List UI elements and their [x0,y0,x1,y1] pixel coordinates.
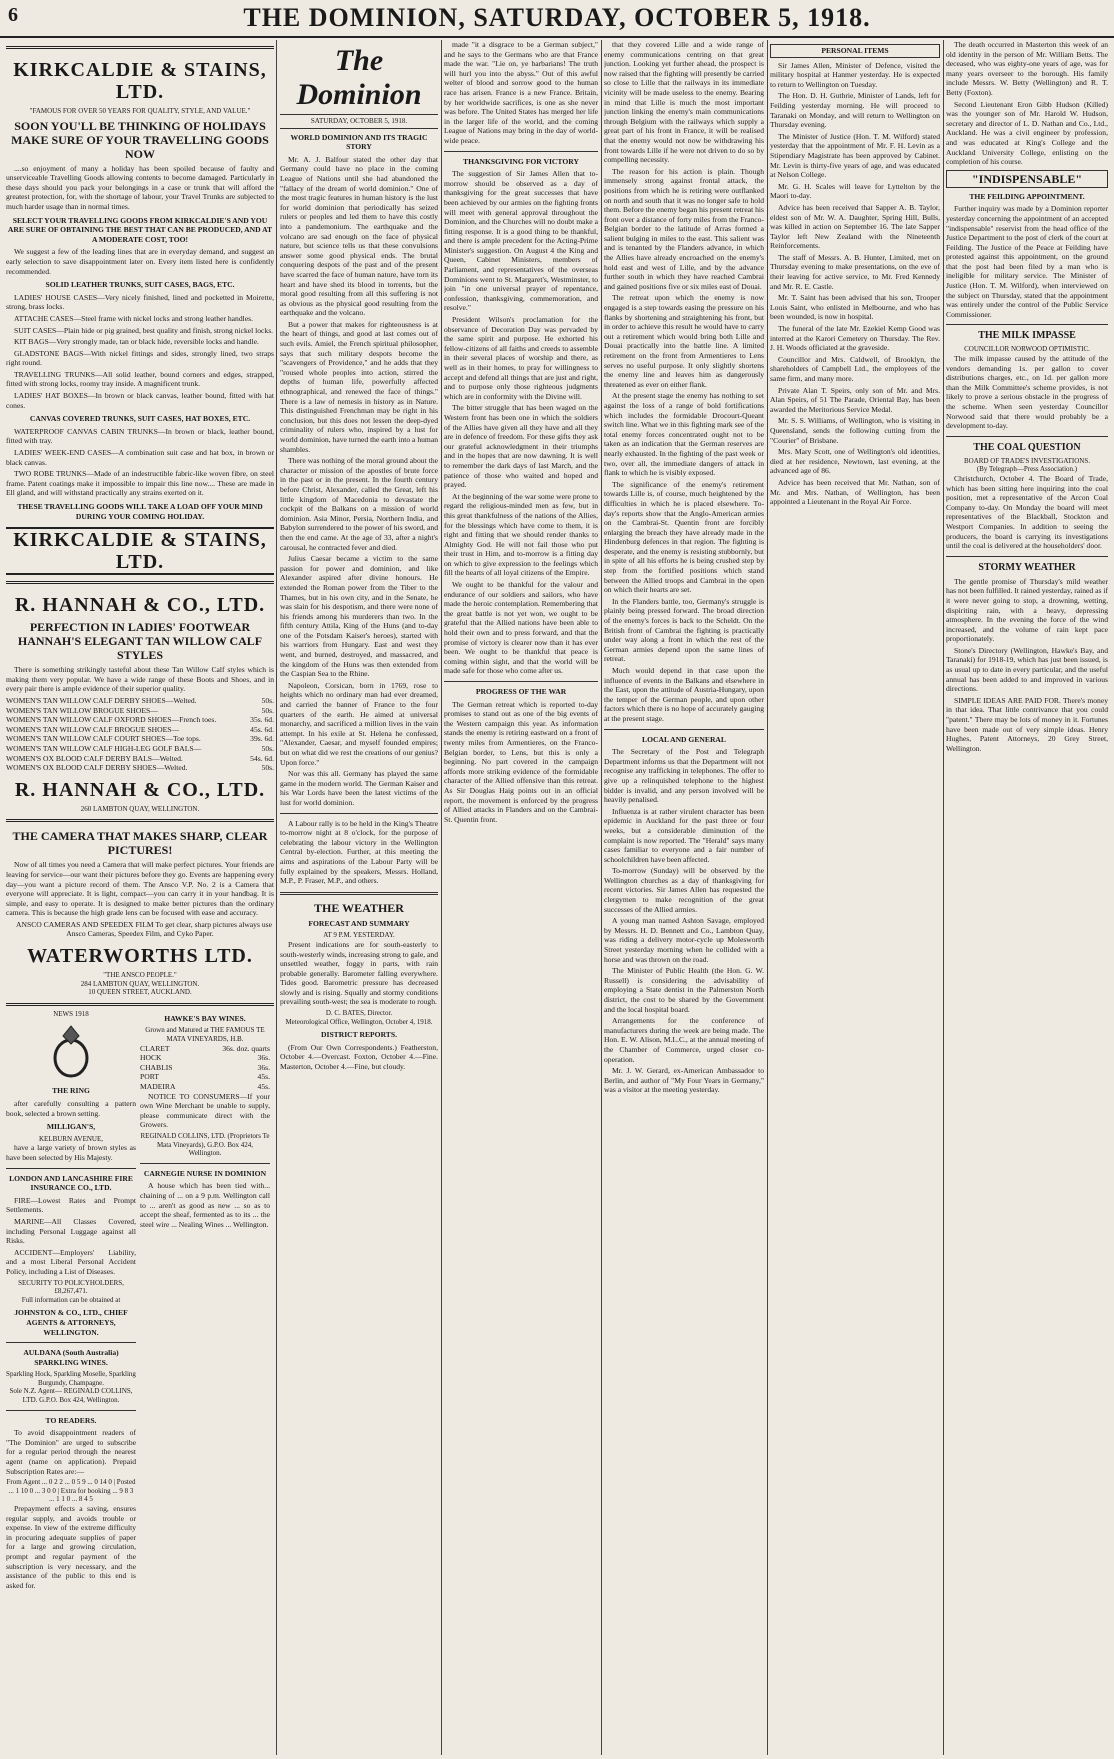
milk-subheading: COUNCILLOR NORWOOD OPTIMISTIC. [964,345,1090,354]
lower-ads-left [6,1010,136,1593]
lower-ads-right [140,1010,270,1231]
price-row: WOMEN'S TAN WILLOW BROGUE SHOES— 50s. [6,705,274,715]
column-rule [441,40,442,1755]
local-paragraph: A young man named Ashton Savage, employed by Messrs. H. D. Bennett and Co., Lambton Quay, was riding a delivery motor-cycle up Molesworth Street yesterday morning when he collided with a horse and was thrown on the road. [604,916,764,964]
editorial-column [280,40,438,1755]
camera-body: Now of all times you need a Camera that will make perfect pictures. Your friends are leaving for service—our want their pictures before they go. Events are happening every day—you want a picture record of them. The Ansco V.P. No. 2 is a Camera that everyone will appreciate. It is light, compact—you can carry it in your handbag. It is simple, and easy to operate. It is designed to make better pictures than the ordinary camera. This is because the high grade lens can be focused with ease and accuracy. [6,860,274,918]
hannah-address: 260 LAMBTON QUAY, WELLINGTON. [80,804,200,813]
readers-note: Prepayment effects a saving, ensures regular supply, and avoids trouble or expense. In view of the extreme difficulty in procuring adequate supplies of paper for a large and growing circulation, prompt and regular payment of the subscription is very necessary, and the assistance of the public to this end is asked for. [6,1504,136,1590]
london-fire: FIRE—Lowest Rates and Prompt Settlements. [6,1195,136,1215]
divider [444,151,598,152]
personal-paragraph: Advice has been received that Mr. Nathan, son of Mr. and Mrs. Nathan, of Wellington, has been appointed a Lieutenant in the Royal Air Force. [770,477,940,507]
weather-time: AT 9 P.M. YESTERDAY. [323,931,395,940]
personal-paragraph: The Minister of Justice (Hon. T. M. Wilford) stated yesterday that the appointment of Mr. F. H. Levin as a Stipendiary Magistrate has been approved by Cabinet. Mr. Levin is thirty-five years of age, and was educated at Nelson College. [770,131,940,180]
auldana-agent: Sole N.Z. Agent— REGINALD COLLINS, LTD. G.P.O. Box 424, Wellington. [9,1387,133,1405]
personal-paragraph: Mr. G. H. Scales will leave for Lyttelton by the Maori to-day. [770,181,940,201]
editorial-paragraph: Julius Caesar became a victim to the same passion for power and dominion, and like Alexander aspired after divine honours. He extended the Roman power from the Tiber to the Thames, but in his own city, and in the Senate, he was slain for his despotism, and there were none of his friends among his murderers than two. In the fifth century Attila, King of the Huns (and to-day one of the Potsdam Kaiser's heroes), started with his warriors from Hungary. East and west they went, and burned, destroyed, and massacred, and the kingdom of the Huns was then extended from the Caspian Sea to the Rhine. [280,554,438,679]
divider [140,1163,270,1164]
editorial-paragraph: Nor was this all. Germany has played the same game in the modern world. The German Kaiser and his War Lords have been the latest victims of the lust for world dominion. [280,769,438,807]
milligans-address: KELBURN AVENUE, [38,1134,104,1143]
milk-heading: THE MILK IMPASSE [978,330,1076,342]
readers-heading: TO READERS. [45,1415,97,1425]
thanksgiving-paragraph: The bitter struggle that has been waged on the Western front has been one in which the soldiers of the Allies have given all they have and all they are in defence of freedom. For these gifts they ask our grateful acknowledgment in their triumphs and in the hopes that are now dawning. It is well to remember the dark days of last March, and the patience of those who waited and hoped and prayed. [444,403,598,490]
milk-body: The milk impasse caused by the attitude of the vendors demanding 1s. per gallon to cover distributions charges, etc., on 1d. per gallon more than the Milk Committee's scheme provides, is not likely to prove a serious obstacle in the progress of the scheme. When seen yesterday Councillor Norwood said that there would probably be a development to-day. [946,354,1108,431]
kirkcaldie-item: TRAVELLING TRUNKS—All solid leather, bound corners and edges, strapped, fitted with strong locks, roomy tray inside. A magnificent trunk. [6,369,274,389]
london-info: Full information can be obtained at [21,1295,121,1304]
auldana-items: Sparkling Hock, Sparkling Moselle, Sparkling Burgundy, Champagne. [6,1370,136,1387]
kirkcaldie-item: LADIES' HOUSE CASES—Very nicely finished, lined and pocketted in Moirette, strong, brass locks. [6,292,274,312]
masthead-title: THE DOMINION, SATURDAY, OCTOBER 5, 1918. [243,3,871,32]
kirkcaldie-item: GLADSTONE BAGS—With nickel fittings and sides, strongly lined, two straps right round. [6,348,274,368]
carnegie-heading: CARNEGIE NURSE IN DOMINION [143,1168,267,1178]
london-heading: LONDON AND LANCASHIRE FIRE INSURANCE CO., LTD. [9,1173,133,1193]
kirkcaldie-intro: ....so enjoyment of many a holiday has been spoiled because of faulty and unserviceable Travelling Goods allowing contents to become damaged. Particularly in these days should you pack your belongings in a case or trunk that will afford the greatest protection, for, with the shortage of labour, your Travel Trunks are subjected to much harder usage than in normal times. [6,163,274,211]
price-row: WOMEN'S OX BLOOD CALF DERBY BALS—Welted. 54s. 6d. [6,753,274,763]
hawkes-sub: Grown and Matured at THE FAMOUS TE MATA VINEYARDS, H.B. [145,1026,265,1044]
kirkcaldie-footer: THESE TRAVELLING GOODS WILL TAKE A LOAD OFF YOUR MIND DURING YOUR COMING HOLIDAY. [17,502,263,521]
editorial-paragraph: But a power that makes for righteousness is at the heart of things, and good at last comes out of such evils. Amiel, the French spiritual philosopher, says that such military despots become the "scavengers of Providence," and he adds that they "roused whole peoples into action, stirred the depths of human life, powerfully affected ethnographical, and renewed the face of things." There is a law of nemesis in history as in Nature. This distinguished Frenchman may be right in his conclusion, but this does not lessen the deep-dyed criminality of rulers who, inspired by a lust for world dominion, have turned the earth into a human shambles. [280,319,438,454]
camera-ad [6,819,274,997]
hawkes-price-list [140,1044,270,1092]
ring-title: THE RING [52,1086,90,1096]
personal-paragraph: Private Alan T. Speirs, only son of Mr. and Mrs. Alan Speirs, of 51 The Parade, Oriental Bay, has been awarded the Meritorious Service Medal. [770,385,940,414]
coal-body: Christchurch, October 4. The Board of Trade, which has been sitting here inquiring into the coal position, met a representative of the Arcon Coal Company to-day. On Monday the board will meet representatives of the Blackball, Stockton and Westport Companies. In addition to seeing the producers, the board is carrying its investigations until the coal is delivered at the householders' door. [946,473,1108,551]
milligans-body: have a large variety of brown styles as have been selected by His Majesty. [6,1143,136,1162]
kirkcaldie-canvas-heading: CANVAS COVERED TRUNKS, SUIT CASES, HAT BOXES, ETC. [29,414,251,424]
carnegie-body: A house which has been tied with... chaining of ... on a 9 p.m. Wellington call to ... aren't as good as new ... so as to accept the sheaf, fermented as to its ... the steel wire ... Nealing Wines ... Wellington. [140,1181,270,1229]
kirkcaldie-heading: KIRKCALDIE & STAINS, LTD. [13,59,267,103]
london-marine: MARINE—All Classes Covered, including Personal Luggage against all Risks. [6,1216,136,1246]
kirkcaldie-solid-heading: SOLID LEATHER TRUNKS, SUIT CASES, BAGS, ETC. [45,280,235,290]
weather-body: Present indications are for south-easterly to south-westerly winds, increasing strong to gale, and unsettled weather, foggy in parts, with rain probable generally. Barometer falling everywhere. Tides good. Barometric pressure has decreased slowly and is rising. Squally and stormy conditions prevailing south-west; the sea is moderate to rough. [280,939,438,1007]
waterworths-sub: "THE ANSCO PEOPLE." [103,971,177,980]
kirkcaldie-item: LADIES' HAT BOXES—In brown or black canvas, leather bound, fitted with hat cones. [6,391,274,410]
war-paragraph: The reason for his action is plain. Though immensely strong against frontal attack, the positions from which he is retiring were outflanked on north and south that it was no longer safe to hold them. Before the enemy began his present retreat his front over a distance of forty miles from the Franco-Belgian border to the latitude of Arras formed a salient bulging in miles to the east. This salient was and is tenanted by the Flanders advance, in which the Allies have already encroached on the enemy's hold east and west of Lille, and by the advance further south in which they have reached Cambrai and gained positions five or six miles east of Douai. [604,166,764,291]
price-row: MADEIRA 45s. [140,1082,270,1091]
editorial-dateline: SATURDAY, OCTOBER 5, 1918. [280,114,438,129]
editorial-paragraph: There was nothing of the moral ground about the character or mission of the apostles of brute force in the past or in the present. In the fourth century before Christ, Alexander, called the Great, left his little kingdom of Macedonia to devastate the cockpit of the Balkans on a mission of world dominion. Asia Minor, Persia, Northern India, and Babylon surrendered to the power of his sword, and then the end came. At the age of 33, after a night's carousal, he contracted fever and died. [280,456,438,552]
readers-body: To avoid disappointment readers of "The Dominion" are urged to subscribe for a regular period through the nearest agent (name on application). Prepaid Subscription Rates are:— [6,1428,136,1476]
readers-rates: From Agent ... 0 2 2 ... 0 5 9 ... 0 14 0 | Posted ... 1 10 0 ... 3 0 0 | Extra for booking ... 9 8 3 ... 1 1 0 ... 8 4 5 [6,1478,136,1504]
ring-body: after carefully consulting a pattern book, selected a brown setting. [6,1099,136,1118]
page-number: 6 [8,4,18,26]
column-rule [943,40,944,1755]
column-rule [767,40,768,1755]
editorial-continuation: made "it a disgrace to be a German subject," and he says to the Germans who are that France made the war. "Lie on, ye barbarians! The truth will hurl you into the abyss." Out of this awful welter of blood and sorrow good to the human race has arisen. France is a new France. Britain, by her worldwide sacrifices, is one as she never was before. The United States has merged her life in the larger life of the world, and the coming League of Nations may bring in the day of world-wide peace. [444,40,598,145]
coal-telegraph: (By Telegraph—Press Association.) [976,465,1078,474]
coal-subheading: BOARD OF TRADE'S INVESTIGATIONS. [964,456,1090,465]
news-label: NEWS 1918 [53,1009,89,1018]
price-row: CHABLIS 36s. [140,1062,270,1072]
lower-ads [6,1003,274,1593]
thanksgiving-paragraph: At the beginning of the war some were prone to regard the religious-minded men as few, but in this great thankfulness of the nations of the Allies, for the blessings which have come to them, it is right and fitting that we should render thanks to Almighty God. He will not fail those who put their trust in Him, and to-morrow is a fitting day on which to give expression to the feelings which fill the hearts of all loyal citizens of the Empire. [444,491,598,578]
editorial-paragraph: Mr. A. J. Balfour stated the other day that Germany could have no place in the coming League of Nations until she had abandoned the "fallacy of the dream of world dominion." One of the most tragic features in human history is the lust for world dominion that periodically has seized rulers or peoples and led them to have this costly into a pandemonium. The earthquake and the volcano are sad enough on the face of physical nature, but science tells us that these convulsions answer some good physical ends. The brutal conquering despots of the past and of the present have scarred the face of human nature, have torn its heart and have shed its blood in torrents, but the moral good resulting from all this suffering is not as obvious as the physical good resulting from the earthquake and the volcano. [280,154,438,318]
divider [6,1168,136,1169]
weather-signature: D. C. BATES, Director. [325,1009,393,1018]
price-row: WOMEN'S TAN WILLOW CALF BROGUE SHOES— 45s. 6d. [6,724,274,734]
camera-heading: THE CAMERA THAT MAKES SHARP, CLEAR PICTURES! [12,829,268,858]
indispensable-subheading: THE FEILDING APPOINTMENT. [969,191,1085,201]
war-paragraph: Much would depend in that case upon the influence of events in the Balkans and elsewhere in the East, upon the attitude of Austria-Hungary, upon the temper of the German people, and upon other factors which there is no hope of accurately gauging at the present stage. [604,666,764,723]
indispensable-body: Further inquiry was made by a Dominion reporter yesterday concerning the appointment of an accepted "indispensable" reservist from the head office of the Justice Department to the post of clerk of the court at Feilding. The Justice of the Peace at Feilding have protested against this appointment, on the ground that the post had been filed by a man who is ineligible for military service. The Minister of Justice (Hon. T. M. Wilford), when interviewed on the subject on Thursday, stated that the appointment was entirely under the control of the Public Service Commissioner. [946,204,1108,319]
divider [280,892,438,895]
kirkcaldie-canvas-item: TWO ROBE TRUNKS—Made of an indestructible fabric-like woven fibre, on steel frame. Patent coatings make it impossible to impair this line now.... These are made in Ell gland, and will withstand practically any strains exerted on it. [6,469,274,498]
hannah-heading-2: R. HANNAH & CO., LTD. [14,778,266,801]
hannah-price-list [6,696,274,773]
column-rule [601,40,602,1755]
coal-heading: THE COAL QUESTION [973,441,1081,453]
personal-paragraph: Mrs. Mary Scott, one of Wellington's old identities, died at her residence, Newtown, last evening, at the advanced age of 86. [770,447,940,476]
kirkcaldie-canvas-item: WATERPROOF CANVAS CABIN TRUNKS—In brown or black, leather bound, fitted with tray. [6,426,274,446]
price-row: WOMEN'S TAN WILLOW CALF OXFORD SHOES—French toes. 35s. 6d. [6,715,274,725]
local-paragraph: The Secretary of the Post and Telegraph Department informs us that the Department will not recognise any trafficking in telephones. The offer to give up a relinquished telephone to the highest bidder is invalid, and any person involved will be heavily penalised. [604,747,764,805]
personal-paragraph: Councillor and Mrs. Caldwell, of Brooklyn, the shareholders of Campbell Ltd., the employees of the same firm, and many more. [770,354,940,383]
personal-column [770,40,940,1755]
war-column [604,40,764,1755]
editorial-heading: WORLD DOMINION AND ITS TRAGIC STORY [290,132,428,152]
war-paragraph: The retreat upon which the enemy is now engaged is a step towards easing the pressure on his flanks by shortening and straightening his front, but in order to achieve this result he would have to carry out a retirement which would bring both Lille and Douai practically into the battle line. A limited retirement on the front from Armentieres to Lens serves no useful purpose. It only slightly shortens the enemy line and leaves him as dangerously threatened as ever on either flank. [604,293,764,389]
labour-rally-paragraph: A Labour rally is to be held in the King's Theatre to-morrow night at 8 o'clock, for the purpose of celebrating the labour victory in the Wellington Central by-election. Further, at this meeting the aims and aspirations of the Labour Party will be fully explained by the speakers, Messrs. Holland, M.P., P. Fraser, M.P., and others. [280,818,438,886]
divider [946,556,1108,557]
divider [6,1410,136,1411]
obituary-paragraph: Second Lieutenant Eron Gibb Hudson (Killed) was the younger son of Mr. Harold W. Hudson, secretary and director of L. D. Nathan and Co., Ltd., Auckland. He was a civil engineer by profession, and was educated at King's College and the Auckland University College, enlisting on the completion of his course. [946,99,1108,167]
waterworths-heading: WATERWORTHS LTD. [27,945,253,968]
waterworths-address-1: 284 LAMBTON QUAY, WELLINGTON. [80,979,200,988]
kirkcaldie-ad [6,46,274,575]
divider [6,1342,136,1343]
war-paragraph: In the Flanders battle, too, Germany's struggle is plainly being pressed forward. The broad direction of the enemy's forces is back to the Scheldt. On the British front of Cambrai the fighting is practically under way along a front in which the rest of the German armies depend upon the same lines of retreat. [604,596,764,664]
thanksgiving-paragraph: President Wilson's proclamation for the observance of Decoration Day was pervaded by the same spirit and purpose. He exhorted his fellow-citizens of all faiths and creeds to assemble in their several places of worship and there, as well as in their homes, to pray for willingness to accept and defend all things that are just and right, and to purpose only those righteous judgments which are in conformity with the Divine will. [444,315,598,401]
personal-paragraph: Sir James Allen, Minister of Defence, visited the military hospital at Hanmer yesterday. He is expected to return to Wellington on Tuesday. [770,60,940,89]
kirkcaldie-tagline: "FAMOUS FOR OVER 50 YEARS FOR QUALITY, STYLE, AND VALUE." [29,107,251,115]
war-paragraph: The significance of the enemy's retirement towards Lille is, of course, much heightened by the difficulties in which he is placed elsewhere. To-day's reports show that the Anglo-American armies on the Cambrai-St. Quentin front are forcibly enlarging the breach they have already made in the Hindenburg defences in that region. The fighting is desperate, and the enemy is resisting stubbornly, but in spite of all his efforts he is being crushed step by step from the fortified positions which stand between the Allied troops and Cambrai in the open on which their hearts are set. [604,479,764,595]
news-column [946,40,1108,1755]
local-heading: LOCAL AND GENERAL [642,734,726,744]
editorial-paragraph: Napoleon, Corsican, born in 1769, rose to heights which no ordinary man had ever dreamed, and carried the banner of France to the four quarters of the earth. He aimed at universal monarchy, and sacrificed a million lives in the vain attempt. In his exile at St. Helena he confessed, "Alexander, Caesar, and myself founded empires; but on what did we rest the creations of our genius? Upon force." [280,680,438,767]
district-body: (From Our Own Correspondents.) Featherston, October 4.—Overcast. Foxton, October 4.—Fine. Masterton, October 4.—Fine, but cloudy. [280,1042,438,1072]
price-row: WOMEN'S TAN WILLOW CALF HIGH-LEG GOLF BALS— 50s. [6,743,274,753]
price-row: WOMEN'S OX BLOOD CALF DERBY SHOES—Welted. 50s. [6,763,274,773]
kirkcaldie-item: ATTACHE CASES—Steel frame with nickel locks and strong leather handles. [14,313,253,323]
divider [946,436,1108,437]
hannah-body: There is something strikingly tasteful about these Tan Willow Calf styles which is making them very popular. We have a wide range of these Boots and Shoes, and in every pair there is ample evidence of their superior quality. [6,665,274,694]
ring-illustration [46,1022,96,1082]
war-continuation: that they covered Lille and a wide range of enemy communications centring on that great junction. Looking yet further ahead, the prospect is now raised that the fighting will presently be carried so close to Lille that the railways in its immediate vicinity will be made useless to the enemy. Bearing in mind that Lille is much the most important junction linking the enemy's main communications through Belgium with the railways which supply a great part of his front in France, it will be realised that the enemy would not now be withdrawing his front towards Lille if he were not driven to do so by compelling necessity. [604,40,764,165]
masthead [0,0,1114,38]
divider [280,813,438,814]
local-paragraph: Influenza is at rather virulent character has been epidemic in Auckland for the past three or four weeks, but a considerable diminution of the complaint is now reported. The "Herald" says many cases familiar to everyone and a fair number of schoolchildren have been affected. [604,806,764,864]
price-row: WOMEN'S TAN WILLOW CALF DERBY SHOES—Welted. 50s. [6,695,274,705]
personal-paragraph: The Hon. D. H. Guthrie, Minister of Lands, left for Feilding yesterday morning. He will proceed to Taranaki on Monday, and will return to Wellington on Thursday evening. [770,91,940,130]
kirkcaldie-suggest: We suggest a few of the leading lines that are in everyday demand, and suggest an early selection to save disappointment later on. Every item listed here is confidently recommended. [6,247,274,276]
price-row: HOCK 36s. [140,1053,270,1063]
kirkcaldie-subheading: SOON YOU'LL BE THINKING OF HOLIDAYS MAKE SURE OF YOUR TRAVELLING GOODS NOW [11,118,269,161]
london-accident: ACCIDENT—Employers' Liability, and a most Liberal Personal Accident Policy, including a List of Diseases. [6,1247,136,1276]
simple-ideas-body: SIMPLE IDEAS ARE PAID FOR. There's money in that idea. That little contrivance that you could "patent." There may be lots of money in it. Fortunes have been made out of very simple ideas. Henry Hughes, Patent Attorneys, 20 Grey Street, Wellington. [946,695,1108,753]
indispensable-heading: "INDISPENSABLE" [946,170,1108,188]
kirkcaldie-heading-2: KIRKCALDIE & STAINS, LTD. [6,527,274,575]
weather-office: Meteorological Office, Wellington, October 4, 1918. [285,1017,433,1026]
hannah-ad [6,581,274,813]
obituary-paragraph: The death occurred in Masterton this week of an old identity in the person of Mr. William Betts. The deceased, who was eighty-one years of age, was for many years overseer to the borough. His family include Messrs. W. Betty (Wellington) and R. T. Betty (Foxton). [946,40,1108,97]
price-row: WOMEN'S TAN WILLOW CALF COURT SHOES—Toe tops. 39s. 6d. [6,734,274,744]
stone-directory-body: Stone's Directory (Wellington, Hawke's Bay, and Taranaki) for 1918-19, which has just been issued, is as usual up to date in every particular, and the useful annual has been added to and improved in various directions. [946,645,1108,694]
thanksgiving-column [444,40,598,1755]
ring-icon [46,1022,96,1082]
hannah-heading: R. HANNAH & CO., LTD. [14,594,266,617]
thanksgiving-heading: THANKSGIVING FOR VICTORY [463,156,579,166]
camera-footer: ANSCO CAMERAS AND SPEEDEX FILM To get clear, sharp pictures always use Ansco Cameras, Speedex Film, and Cyko Paper. [16,919,272,939]
hannah-perfection: PERFECTION IN LADIES' FOOTWEAR HANNAH'S ELEGANT TAN WILLOW CALF STYLES [17,620,263,663]
personal-paragraph: Mr. S. S. Williams, of Wellington, who is visiting in Queensland, sends the following cutting from the "Courier" of Brisbane. [770,416,940,445]
divider [946,324,1108,325]
thanksgiving-paragraph: The suggestion of Sir James Allen that to-morrow should be observed as a day of thanksgiving for the great successes that have been achieved by our armies on the fighting fronts will meet with general approval throughout the Dominion, and the Churches will no doubt make a fitting response. It is a good thing to be thankful, and there is ample precedent for the Acting-Prime Minister's suggestion. On August 4 the King and Queen, Cabinet Ministers, members of Parliament, and representatives of the overseas Dominions went to St. Margaret's, Westminster, to join "in one universal prayer of repentance, confession, thanksgiving, commemoration, and resolve." [444,169,598,313]
kirkcaldie-canvas-item: LADIES' WEEK-END CASES—A combination suit case and hat box, in brown or black canvas. [6,448,274,467]
hawkes-note: NOTICE TO CONSUMERS—If your own Wine Merchant be unable to supply, please communicate direct with the Growers. [140,1091,270,1130]
hawkes-agent: REGINALD COLLINS, LTD. (Proprietors Te Mata Vineyards), G.P.O. Box 424, Wellington. [140,1131,270,1158]
personal-paragraph: The funeral of the late Mr. Ezekiel Kemp Good was interred at the Karori Cemetery on Thursday. The Rev. J. H. Woods officiated at the graveside. [770,324,940,353]
storm-body: The gentle promise of Thursday's mild weather has not been fulfilled. It rained yesterday, rained as if it were never going to stop, a drowning, wetting, dispiriting rain, with a heavy, depressing atmosphere. In the evening the force of the wind increased, and the volume of rain kept pace proportionately. [946,576,1108,644]
weather-subheading: FORECAST AND SUMMARY [308,918,410,928]
hawkes-heading: HAWKE'S BAY WINES. [164,1013,246,1023]
kirkcaldie-item: KIT BAGS—Very strongly made, tan or black hide, reversible locks and handle. [14,337,259,347]
divider [604,729,764,730]
column-rule [276,40,277,1755]
local-paragraph: Mr. J. W. Gerard, ex-American Ambassador to Berlin, and author of "My Four Years in Germany," was a visitor at the meeting yesterday. [604,1066,764,1095]
storm-heading: STORMY WEATHER [978,561,1076,573]
personal-paragraph: The staff of Messrs. A. B. Hunter, Limited, met on Thursday evening to make presentations, on the eve of their leaving for active service, to Mr. Fred Kennedy and Mr. R. E. Castle. [770,252,940,291]
price-row: PORT 45s. [140,1072,270,1082]
kirkcaldie-item: SUIT CASES—Plain hide or pig grained, best quality and finish, strong nickel locks. [14,325,274,335]
auldana-heading: AULDANA (South Australia) SPARKLING WINES. [23,1348,119,1367]
personal-paragraph: Mr. T. Saint has been advised that his son, Trooper Louis Saint, who enlisted in Melbourne, and who has been wounded, is now in hospital. [770,293,940,322]
divider [444,681,598,682]
progress-body: The German retreat which is reported to-day promises to stand out as one of the big events of the Western campaign this year. As information stands the enemy is retiring eastward on a front of twenty miles from Armentieres, on the Franco-Belgian border, to Lens, but this is only a beginning. No part covered in the campaign affords more striking evidence of the formidable character of the Allied offensive than this retreat. As Sir Douglas Haig points out in an official report, the movement is enforced by the progress of Allied attacks in Flanders and on the Cambrai-St. Quentin front. [444,699,598,824]
personal-heading: PERSONAL ITEMS [770,44,940,58]
weather-heading: THE WEATHER [314,900,404,915]
price-row: CLARET 36s. doz. quarts [140,1043,270,1053]
local-paragraph: To-morrow (Sunday) will be observed by the Wellington churches as a day of thanksgiving for recent victories. Sir James Allen has requested the clergymen to make recognition of the great successes of the Allied armies. [604,866,764,914]
advertisements-column [6,40,274,1755]
local-paragraph: The Minister of Public Health (the Hon. G. W. Russell) is considering the advisability of employing a State dentist in the Palmerston North district, the cost to be shared by the Government and the local hospital board. [604,966,764,1014]
local-paragraph: Arrangements for the conference of manufacturers during the week are being made. The Hon. E. W. Alison, M.L.C., at the annual meeting of the Chamber of Commerce, urged closer co-operation. [604,1016,764,1064]
london-security: SECURITY TO POLICYHOLDERS, £8,267,471. [18,1278,124,1296]
waterworths-address-2: 10 QUEEN STREET, AUCKLAND. [88,988,192,997]
war-paragraph: At the present stage the enemy has nothing to set against the loss of a range of bold fortifications which includes the formidable Drocourt-Queant switch line. What we in this fighting mark see of the total enemy forces concentrated ought not to be taken as an indication that the German reserves are nearly exhausted. In the fighting of the past week or two, over all, the immediate dangers of attack in flank to which he is visibly exposed. [604,391,764,478]
progress-heading: PROGRESS OF THE WAR [475,687,567,696]
personal-paragraph: Advice has been received that Sapper A. B. Taylor, eldest son of Mr. W. A. Daughter, Spring Hill, Bulls, was killed in action on September 16. The late Sapper Taylor left New Zealand with the Nineteenth Reinforcements. [770,202,940,251]
kirkcaldie-select: SELECT YOUR TRAVELLING GOODS FROM KIRKCALDIE'S AND YOU ARE SURE OF OBTAINING THE BEST THAT CAN BE PRODUCED, AND AT A MODERATE COST, TOO! [7,215,273,244]
london-agents: JOHNSTON & CO., LTD., CHIEF AGENTS & ATTORNEYS, WELLINGTON. [14,1308,128,1337]
milligans-heading: MILLIGAN'S, [46,1122,96,1132]
thanksgiving-paragraph: We ought to be thankful for the valour and endurance of our soldiers and sailors, who have made the heroic contemplation. Remembering that the great battle is not yet won, we ought to be grateful that the Allied nations have been able to hold their own and to press forward, and that the promise of victory is clearer now than it has ever been. We ought to be thankful that peace is coming within sight, and that the world will be made safe for those who come after us. [444,580,598,676]
district-heading: DISTRICT REPORTS. [321,1030,397,1040]
dominion-nameplate: The Dominion [296,44,422,111]
